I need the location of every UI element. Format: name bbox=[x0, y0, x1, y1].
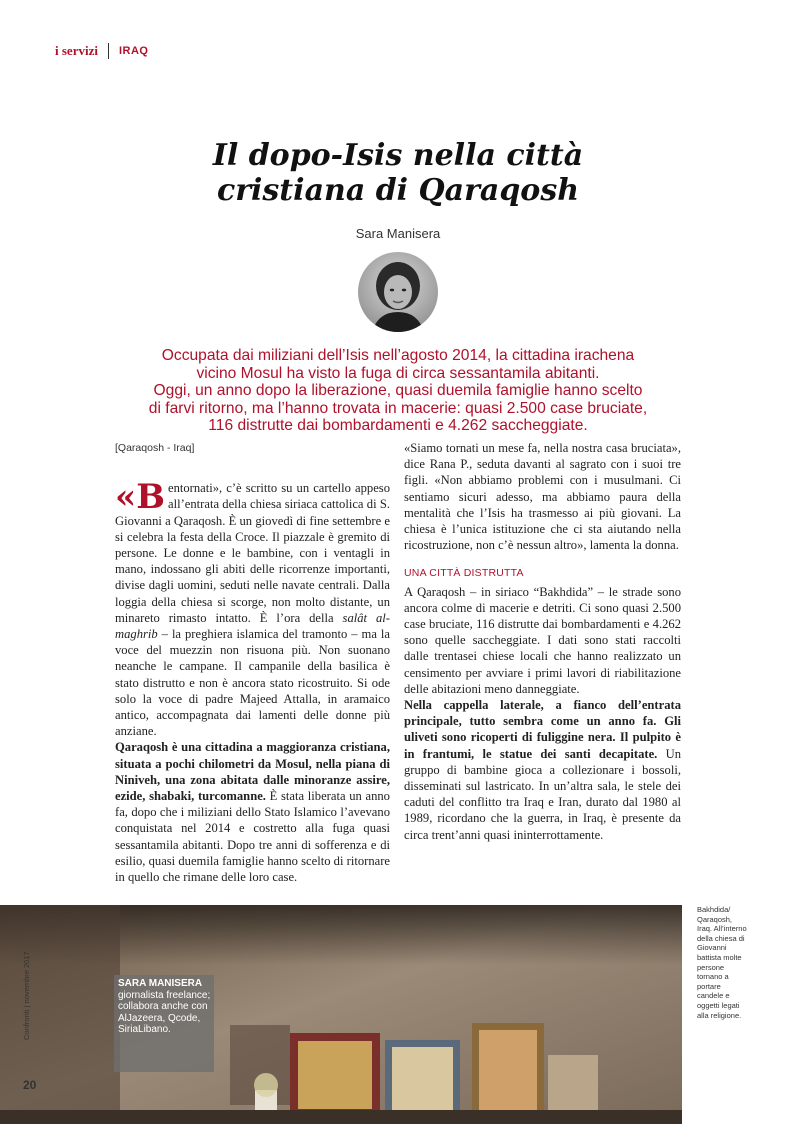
page-number: 20 bbox=[23, 1078, 37, 1092]
header-divider bbox=[108, 43, 109, 59]
body-column-left bbox=[115, 440, 390, 885]
paragraph-1-italic: salât al-maghrib bbox=[115, 610, 390, 642]
paragraph-2-bold: Qaraqosh è una cittadina a maggioranza cristiana, situata a pochi chilometri da Mosul, nella piana di Niniveh, una zona abitata dalle minoranze assire, ezide, shabaki, turcomanne. bbox=[115, 740, 390, 804]
author-bio-box bbox=[114, 975, 214, 1072]
country-label: IRAQ bbox=[118, 45, 149, 57]
drop-cap: «B bbox=[115, 477, 165, 518]
lead-line-1: Occupata dai miliziani dell’Isis nell’agosto 2014, la cittadina irachena bbox=[161, 347, 635, 364]
paragraph-5 bbox=[404, 697, 681, 843]
issue-date: novembre 2017 bbox=[22, 951, 31, 1004]
bio-text: giornalista freelance; collabora anche con AlJazeera, Qcode, SiriaLibano. bbox=[118, 989, 211, 1035]
title-line-1: Il dopo-Isis nella città bbox=[212, 138, 584, 173]
paragraph-2 bbox=[115, 739, 390, 885]
paragraph-2-text: È stata liberata un anno fa, dopo che i miliziani dello Stato Islamico l’avevano conquistata nel 2014 e costretto alla fuga quasi sessantamila abitanti. Dopo tre anni di sofferenza e di esilio, quasi duemila famiglie hanno scelto di ritornare in quello che rimane delle loro case. bbox=[115, 789, 390, 885]
article-lead bbox=[110, 347, 686, 435]
paragraph-1-text-a: entornati», c’è scritto su un cartello appeso all’entrata della chiesa siriaca cattolica di S. Giovanni a Qaraqosh. È un giovedì di fine settembre e si celebra la festa della Croce. Il piazzale è gremito di persone. Le donne e le bambine, con i ventagli in mano, indossano gli abiti delle ricorrenze importanti, divise dagli uomini, seduti nelle navate centrali. Dalla loggia della chiesa si scorge, non molto distante, un minareto rimasto intatto. È l’ora della bbox=[115, 481, 390, 625]
magazine-name: Confronti bbox=[22, 1009, 31, 1040]
section-label: i servizi bbox=[55, 43, 98, 58]
photo-image bbox=[0, 905, 682, 1124]
lead-line-5: 116 distrutte dai bombardamenti e 4.262 saccheggiate. bbox=[208, 417, 588, 434]
author-name: Sara Manisera bbox=[355, 226, 441, 241]
article-title bbox=[100, 138, 696, 208]
lead-line-2: vicino Mosul ha visto la fuga di circa sessantamila abitanti. bbox=[196, 364, 600, 382]
title-line-2: cristiana di Qaraqosh bbox=[216, 173, 580, 208]
paragraph-3: «Siamo tornati un mese fa, nella nostra casa bruciata», dice Rana P., seduta davanti al sagrato con i suoi tre figli. «Non abbiamo problemi con i musulmani. Ci sentiamo sicuri adesso, ma abbiamo paura della mentalità che l’Isis ha trasmesso ai più giovani. La chiesa è l’unica istituzione che ci sta aiutando nella ricostruzione, non c’è nessun altro», lamenta la donna. bbox=[404, 441, 681, 553]
paragraph-1-text-b: – la preghiera islamica del tramonto – ma la voce del muezzin non risuona più. Non suonano neanche le campane. Il campanile della basilica è stato distrutto e non è ancora stato ricostruito. Si ode solo la voce di padre Majeed Attalla, in aramaico antico, accompagnata dai lamenti delle donne più anziane. bbox=[115, 627, 390, 739]
location-tag: [Qaraqosh - Iraq] bbox=[115, 442, 195, 454]
lead-line-4: di farvi ritorno, ma l’hanno trovata in macerie: quasi 2.500 case bruciate, bbox=[148, 399, 648, 417]
lead-line-3: Oggi, un anno dopo la liberazione, quasi duemila famiglie hanno scelto bbox=[153, 382, 643, 399]
author-portrait bbox=[358, 252, 438, 332]
church-photo bbox=[0, 905, 682, 1124]
portrait-image bbox=[358, 252, 438, 332]
magazine-folio bbox=[22, 951, 31, 1040]
folio-divider: | bbox=[22, 1003, 31, 1008]
photo-caption: Bakhdida/ Qaraqosh, Iraq. All’interno della chiesa di Giovanni battista molte persone tornano a portare candele e oggetti legati alla religione. bbox=[697, 905, 747, 1020]
paragraph-5-bold: Nella cappella laterale, a fianco dell’entrata principale, tutto sembra come un anno fa. Gli uliveti sono ricoperti di fuliggine nera. Il pulpito è in frantumi, le statue dei santi decapitate. bbox=[404, 698, 681, 761]
bio-name: SARA MANISERA bbox=[118, 978, 203, 989]
subheading: UNA CITTÀ DISTRUTTA bbox=[404, 567, 524, 580]
paragraph-5-text: Un gruppo di bambine gioca a collezionare i bossoli, disseminati sul lastricato. In un’altra sala, le stele dei caduti del conflitto tra Iraq e Iran, durato dal 1980 al 1989, ricordano che la guerra, in Iraq, è presente da circa trent’anni quasi ininterrottamente. bbox=[404, 746, 681, 842]
page-header bbox=[55, 43, 148, 59]
body-column-right bbox=[404, 440, 681, 843]
paragraph-1 bbox=[115, 477, 390, 739]
paragraph-4: A Qaraqosh – in siriaco “Bakhdida” – le strade sono ancora colme di macerie e detriti. Ci sono quasi 2.500 case bruciate, 116 distrutte dai bombardamenti e 4.262 sono quelle saccheggiate. I dati sono stati raccolti dalle trentasei chiese locali che hanno realizzato un censimento per avviare i primi lavori di riabilitazione delle abitazioni meno danneggiate. bbox=[404, 584, 681, 696]
